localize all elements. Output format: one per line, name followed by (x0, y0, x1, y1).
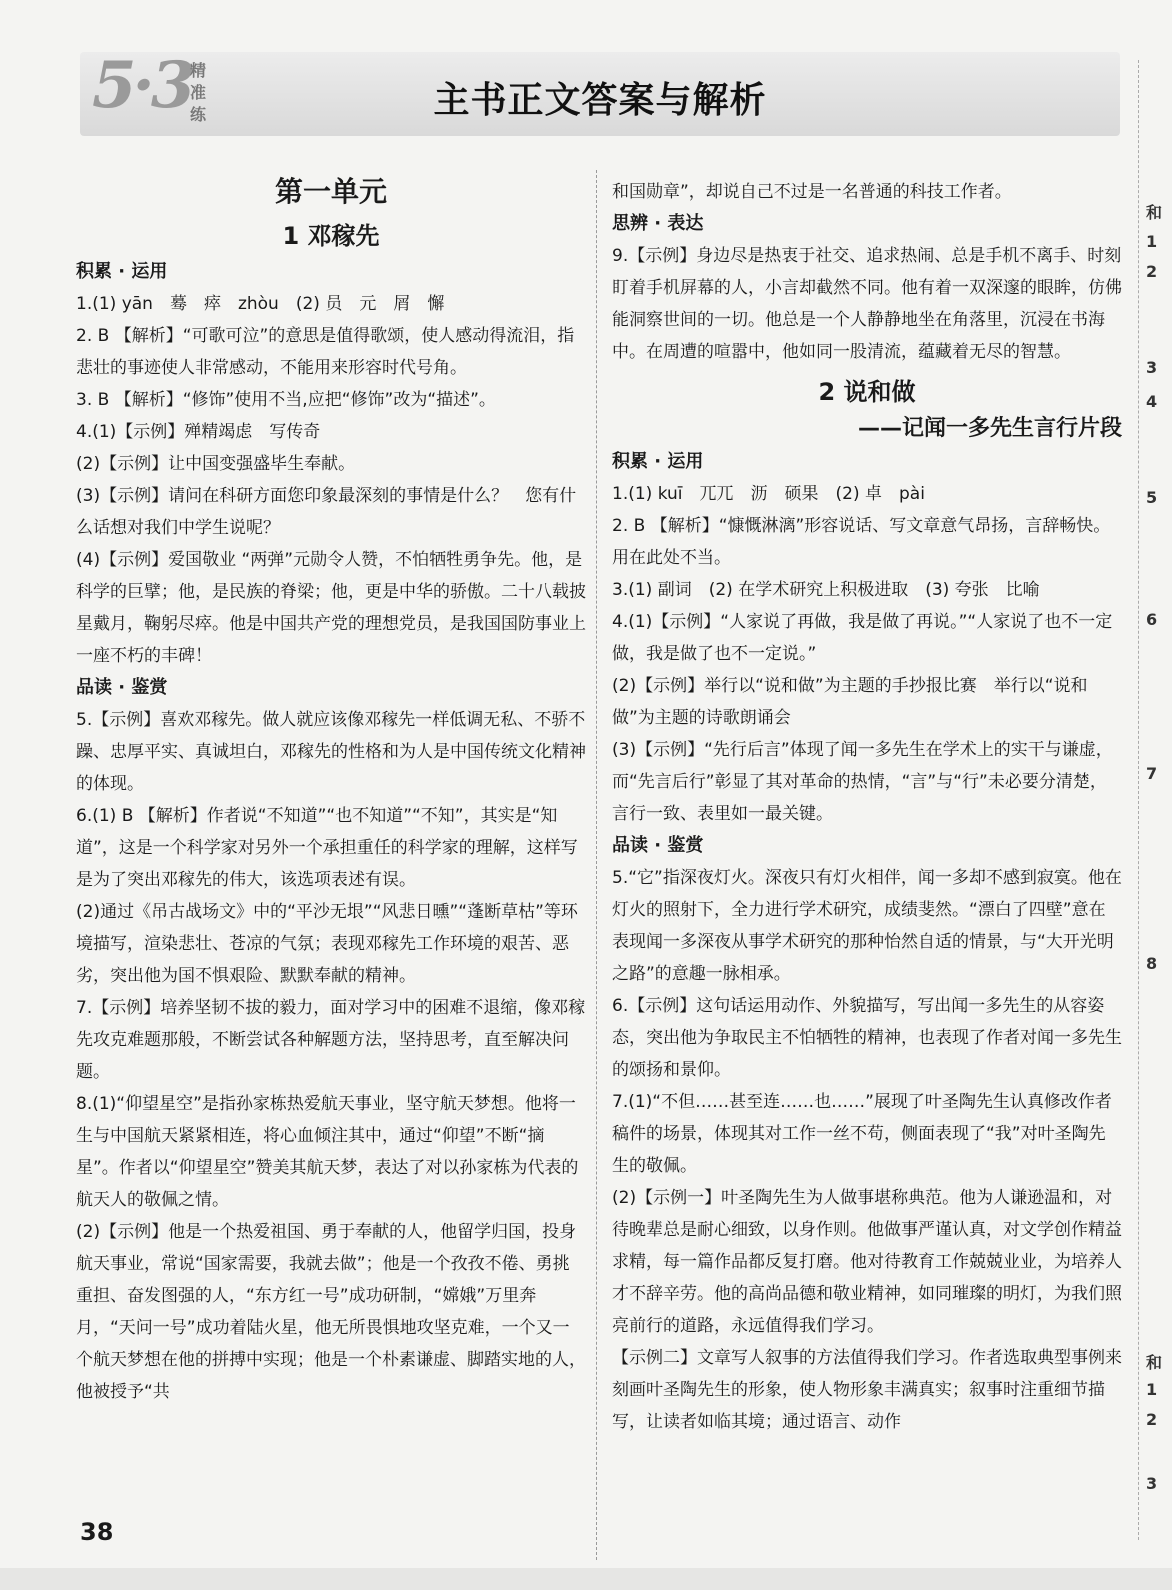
lesson-title: 2 说和做 (818, 378, 916, 406)
edge-fragment: 和 (1146, 1353, 1163, 1372)
unit-title: 第一单元 (274, 175, 387, 208)
answer-subitem: 【示例二】文章写人叙事的方法值得我们学习。作者选取典型事例来刻画叶圣陶先生的形象，使人物形象丰满真实；叙事时注重细节描写，让读者如临其境；通过语言、动作 (612, 1348, 1122, 1432)
answer-subitem: (2)【示例】举行以“说和做”为主题的手抄报比赛 举行以“说和做”为主题的诗歌朗诵会 (612, 676, 1088, 728)
answer-item: 5.【示例】喜欢邓稼先。做人就应该像邓稼先一样低调无私、不骄不躁、忠厚平实、真诚坦白，邓稼先的性格和为人是中国传统文化精神的体现。 (76, 710, 586, 794)
bottom-strip (0, 1568, 1172, 1590)
answer-item: 7.【示例】培养坚韧不拔的毅力，面对学习中的困难不退缩，像邓稼先攻克难题那般，不断尝试各种解题方法，坚持思考，直至解决问题。 (76, 998, 586, 1082)
answer-subitem: (2)【示例】他是一个热爱祖国、勇于奉献的人，他留学归国，投身航天事业，常说“国家需要，我就去做”；他是一个孜孜不倦、勇挑重担、奋发图强的人，“东方红一号”成功研制，“嫦娥”万里奔月，“天问一号”成功着陆火星，他无所畏惧地攻坚克难，一个又一个航天梦想在他的拼搏中实现；他是一个朴素谦虚、脚踏实地的人，他被授予“共 (76, 1222, 586, 1402)
edge-fragment: 和 (1146, 203, 1163, 222)
answer-item: 4.(1)【示例】“人家说了再做，我是做了再说。”“人家说了也不一定做，我是做了也不一定说。” (612, 612, 1113, 664)
edge-fragment: 5 (1146, 488, 1158, 507)
edge-fragment: 1 (1146, 1380, 1158, 1399)
answer-subitem: (2)【示例一】叶圣陶先生为人做事堪称典范。他为人谦逊温和，对待晚辈总是耐心细致，以身作则。他做事严谨认真，对文学创作精益求精，每一篇作品都反复打磨。他对待教育工作兢兢业业，为培养人才不辞辛劳。他的高尚品德和敬业精神，如同璀璨的明灯，为我们照亮前行的道路，永远值得我们学习。 (612, 1188, 1122, 1336)
page-number: 38 (80, 1518, 114, 1546)
edge-fragment: 3 (1146, 358, 1158, 377)
answer-subitem: (2)【示例】让中国变强盛毕生奉献。 (76, 454, 356, 474)
edge-fragment: 3 (1146, 1474, 1158, 1493)
right-column (612, 176, 1122, 1438)
section-heading: 积累 · 运用 (76, 261, 168, 282)
answer-item: 5.“它”指深夜灯火。深夜只有灯火相伴，闻一多却不感到寂寞。他在灯火的照射下，全力进行学术研究，成绩斐然。“漂白了四壁”意在表现闻一多深夜从事学术研究的那种怡然自适的情景，与“大开光明之路”的意趣一脉相承。 (612, 868, 1122, 984)
answer-item: 6.【示例】这句话运用动作、外貌描写，写出闻一多先生的从容姿态，突出他为争取民主不怕牺牲的精神，也表现了作者对闻一多先生的颂扬和景仰。 (612, 996, 1122, 1080)
logo-side-char: 精 (190, 61, 207, 80)
lesson-subtitle: ——记闻一多先生言行片段 (857, 416, 1122, 441)
page-header (80, 48, 1120, 136)
logo-side-char: 准 (190, 83, 207, 102)
answer-subitem: (4)【示例】爱国敬业 “两弹”元勋令人赞，不怕牺牲勇争先。他，是科学的巨擘；他，是民族的脊梁；他，更是中华的骄傲。二十八载披星戴月，鞠躬尽瘁。他是中国共产党的理想党员，是我国国防事业上一座不朽的丰碑！ (76, 550, 586, 666)
answer-item: 7.(1)“不但……甚至连……也……”展现了叶圣陶先生认真修改作者稿件的场景，体现其对工作一丝不苟，侧面表现了“我”对叶圣陶先生的敬佩。 (612, 1092, 1112, 1176)
answer-item: 9.【示例】身边尽是热衷于社交、追求热闹、总是手机不离手、时刻盯着手机屏幕的人，小言却截然不同。他有着一双深邃的眼眸，仿佛能洞察世间的一切。他总是一个人静静地坐在角落里，沉浸在书海中。在周遭的喧嚣中，他如同一股清流，蕴藏着无尽的智慧。 (612, 246, 1122, 362)
logo-number: 5·3 (92, 48, 192, 123)
answer-item: 4.(1)【示例】殚精竭虑 写传奇 (76, 422, 321, 442)
answer-item: 2. B 【解析】“慷慨淋漓”形容说话、写文章意气昂扬，言辞畅快。用在此处不当。 (612, 516, 1111, 568)
edge-fragment: 6 (1146, 610, 1158, 629)
answer-item: 2. B 【解析】“可歌可泣”的意思是值得歌颂，使人感动得流泪，指悲壮的事迹使人非常感动，不能用来形容时代号角。 (76, 326, 575, 378)
answer-subitem: (3)【示例】请问在科研方面您印象最深刻的事情是什么？ 您有什么话想对我们中学生说呢？ (76, 486, 577, 538)
answer-item: 3.(1) 副词 (2) 在学术研究上积极进取 (3) 夸张 比喻 (612, 580, 1040, 600)
left-column (76, 168, 586, 1408)
answer-item: 8.(1)“仰望星空”是指孙家栋热爱航天事业，坚守航天梦想。他将一生与中国航天紧紧相连，将心血倾注其中，通过“仰望”不断“摘星”。作者以“仰望星空”赞美其航天梦，表达了对以孙家栋为代表的航天人的敬佩之情。 (76, 1094, 579, 1210)
answer-continuation: 和国勋章”，却说自己不过是一名普通的科技工作者。 (612, 182, 1012, 202)
edge-fragment: 2 (1146, 262, 1158, 281)
column-divider (596, 170, 597, 1560)
answer-item: 3. B 【解析】“修饰”使用不当,应把“修饰”改为“描述”。 (76, 390, 496, 410)
lesson-title: 1 邓稼先 (282, 222, 380, 250)
edge-fragment: 8 (1146, 954, 1158, 973)
edge-divider (1138, 60, 1139, 1540)
answer-item: 1.(1) yān 蓦 瘁 zhòu (2) 员 元 屑 懈 (76, 294, 445, 314)
logo-side-char: 练 (190, 105, 207, 124)
section-heading: 品读 · 鉴赏 (76, 677, 168, 698)
section-heading: 积累 · 运用 (612, 451, 704, 472)
answer-subitem: (3)【示例】“先行后言”体现了闻一多先生在学术上的实干与谦虚，而“先言后行”彰显了其对革命的热情，“言”与“行”未必要分清楚，言行一致、表里如一最关键。 (612, 740, 1113, 824)
edge-fragment: 4 (1146, 392, 1158, 411)
answer-item: 1.(1) kuī 兀兀 沥 硕果 (2) 卓 pài (612, 484, 925, 504)
answer-item: 6.(1) B 【解析】作者说“不知道”“也不知道”“不知”，其实是“知道”，这是一个科学家对另外一个承担重任的科学家的理解，这样写是为了突出邓稼先的伟大，该选项表述有误。 (76, 806, 578, 890)
edge-fragment: 1 (1146, 232, 1158, 251)
edge-fragment: 7 (1146, 764, 1158, 783)
section-heading: 品读 · 鉴赏 (612, 835, 704, 856)
answer-subitem: (2)通过《吊古战场文》中的“平沙无垠”“风悲日曛”“蓬断草枯”等环境描写，渲染悲壮、苍凉的气氛；表现邓稼先工作环境的艰苦、恶劣，突出他为国不惧艰险、默默奉献的精神。 (76, 902, 578, 986)
page-title: 主书正文答案与解析 (433, 80, 767, 121)
edge-fragment: 2 (1146, 1410, 1158, 1429)
section-heading: 思辨 · 表达 (612, 213, 704, 234)
